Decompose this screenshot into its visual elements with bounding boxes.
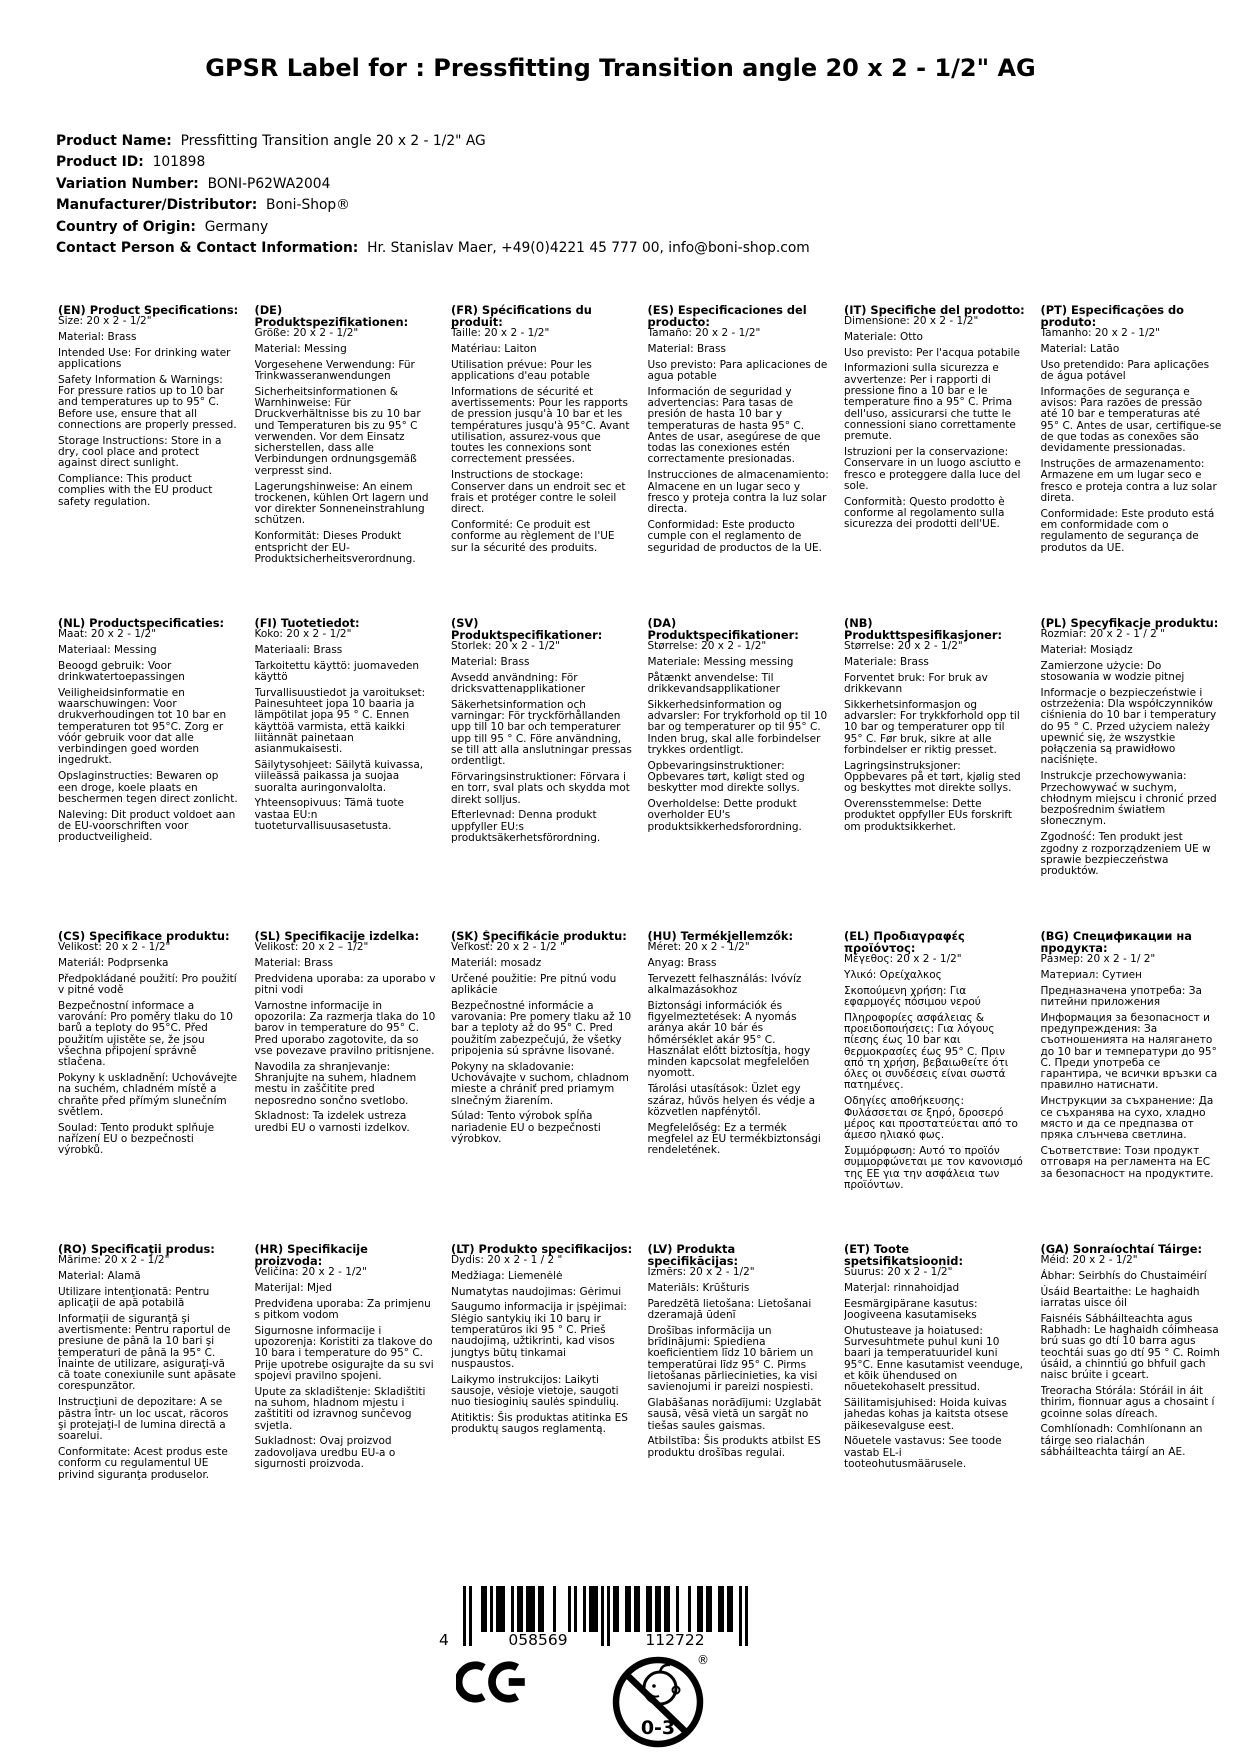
section-paragraph: Lagringsinstruksjoner: Oppbevares på et tørt, kjølig sted og beskyttes mot direkte sollys. — [844, 759, 1021, 795]
age-warning-0-3-icon — [610, 1650, 710, 1750]
section-paragraph: Forventet bruk: For bruk av drikkevann — [844, 671, 988, 695]
section-paragraph: Treoracha Stórála: Stóráil in áit thirim, fionnuar agus a chosaint í gcoinne solas díreach. — [1040, 1384, 1215, 1420]
language-section-pl — [1041, 617, 1223, 930]
section-paragraph: Predvidena uporaba: za uporabo v pitni vodi — [254, 972, 436, 996]
section-paragraph: Sukladnost: Ovaj proizvod zadovoljava uredbu EU-a o sigurnosti proizvoda. — [254, 1435, 396, 1470]
section-paragraph: Zamierzone użycie: Do stosowania w wodzie pitnej — [1040, 659, 1185, 683]
section-paragraph: Glabāšanas norādījumi: Uzglabāt sausā, vēsā vietā un sargāt no tiešas saules gaismas. — [647, 1396, 822, 1432]
section-paragraph: Dydis: 20 x 2 - 1 / 2 " — [451, 1254, 563, 1266]
section-paragraph: Informações de segurança e avisos: Para razões de pressão até 10 bar e temperaturas até 95° C. Antes de usar, certifique-se de que todas as conexões são devidamente pressionadas. — [1040, 385, 1222, 455]
section-paragraph: Materiale: Otto — [844, 330, 923, 343]
product-info-row — [56, 152, 810, 173]
product-info-label: Country of Origin: — [56, 218, 196, 235]
section-paragraph: Veličina: 20 x 2 - 1/2" — [254, 1266, 367, 1278]
language-section-bg — [1041, 930, 1223, 1243]
section-header: (EL) Προδιαγραφές προϊόντος: — [844, 930, 965, 955]
age-warning-label: 0-3 — [640, 1717, 676, 1739]
product-info-row — [56, 131, 810, 152]
section-paragraph: Beoogd gebruik: Voor drinkwatertoepassingen — [58, 659, 185, 683]
section-paragraph: Ohutusteave ja hoiatused: Survesuhtmete puhul kuni 10 baari ja temperatuuridel kuni 95°C. Enne kasutamist veenduge, et kõik ühendused on nõuetekohaselt pressitud. — [844, 1324, 1024, 1394]
section-paragraph: Anyag: Brass — [647, 956, 717, 969]
language-section-nl — [58, 617, 240, 930]
section-header: (HR) Specifikacije proizvoda: — [254, 1243, 368, 1268]
section-paragraph: Säilytysohjeet: Säilytä kuivassa, viileässä paikassa ja suojaa suoralta auringonvalolta. — [254, 758, 424, 794]
language-section-fi — [255, 617, 437, 930]
section-paragraph: Maat: 20 x 2 - 1/2" — [58, 628, 157, 640]
section-header: (ES) Especificaciones del producto: — [647, 304, 807, 329]
section-header: (LV) Produkta specifikācijas: — [647, 1243, 739, 1268]
section-paragraph: Soulad: Tento produkt splňuje nařízení EU o bezpečnosti výrobků. — [58, 1121, 215, 1157]
section-paragraph: Eesmärgipärane kasutus: Joogiveena kasutamiseks — [844, 1297, 978, 1321]
section-paragraph: Rozmiar: 20 x 2 - 1 / 2 " — [1040, 628, 1165, 640]
section-paragraph: Materiāls: Krūšturis — [647, 1281, 750, 1294]
section-header: (NL) Productspecificaties: — [58, 617, 225, 630]
section-header: (NB) Produkttspesifikasjoner: — [844, 617, 1003, 642]
barcode-left-digits: 058569 — [508, 1631, 568, 1649]
section-paragraph: Materjal: rinnahoidjad — [844, 1281, 960, 1294]
section-paragraph: Información de seguridad y advertencias: Para tasas de presión de hasta 10 bar y temperaturas de hasta 95° C. Antes de usar, asegúrese de que todas las conexiones estén correctamente presionadas. — [647, 385, 821, 466]
section-paragraph: Drošības informācija un brīdinājumi: Spiediena koeficientiem līdz 10 bāriem un temperatūrai līdz 95° C. Pirms lietošanas pārliecinieties, ka visi savienojumi ir pareizi nospiesti. — [647, 1324, 818, 1394]
language-section-pt — [1041, 304, 1223, 617]
section-paragraph: Varnostne informacije in opozorila: Za razmerja tlaka do 10 barov in temperature do 95° C. Pred uporabo zagotovite, da so vse povezave pravilno pritisnjene. — [254, 999, 436, 1057]
section-paragraph: Sikkerhedsinformation og advarsler: For trykforhold op til 10 bar og temperaturer op til 95° C. Inden brug, skal alle forbindelser trykkes ordentligt. — [647, 698, 828, 756]
section-paragraph: Uso previsto: Per l'acqua potabile — [844, 346, 1020, 359]
language-section-hr — [255, 1243, 437, 1556]
section-paragraph: Instructions de stockage: Conserver dans un endroit sec et frais et protéger contre le soleil direct. — [451, 469, 626, 516]
section-paragraph: Πληροφορίες ασφάλειας & προειδοποιήσεις: Για λόγους πίεσης έως 10 bar και θερμοκρασίες έως 95° C. Πριν από τη χρήση, βεβαιωθείτε ότι όλες οι συνδέσεις είναι σωστά πατημένες. — [844, 1011, 1009, 1092]
section-paragraph: Μέγεθος: 20 x 2 - 1/2" — [844, 953, 962, 965]
section-paragraph: Materiale: Messing messing — [647, 655, 794, 668]
section-paragraph: Material: Brass — [254, 956, 333, 969]
section-paragraph: Laikymo instrukcijos: Laikyti sausoje, vėsioje vietoje, saugoti nuo tiesioginių saulės spindulių. — [451, 1373, 620, 1409]
section-paragraph: Faisnéis Sábháilteachta agus Rabhadh: Le haghaidh cóimheasa brú suas go dtí 10 barra agus teochtái suas go dtí 95 ° C. Roimh úsáid, a chinntiú go bhfuil gach naisc brúite i gceart. — [1040, 1312, 1220, 1382]
section-paragraph: Velikost: 20 x 2 – 1/2" — [254, 941, 369, 953]
section-paragraph: Tamaño: 20 x 2 - 1/2" — [647, 327, 761, 339]
section-paragraph: Méid: 20 x 2 - 1/2" — [1040, 1254, 1138, 1266]
section-paragraph: Compliance: This product complies with the EU product safety regulation. — [58, 473, 213, 508]
section-paragraph: Информация за безопасност и предупреждения: За съотношенията на налягането до 10 bar и температури до 95° C. Преди употреба се гарантира, че всички връзки са правилно натиснати. — [1040, 1011, 1218, 1092]
section-paragraph: Avsedd användning: För dricksvattenapplikationer — [451, 671, 586, 695]
section-paragraph: Materiale: Brass — [844, 655, 929, 668]
section-paragraph: Påtænkt anvendelse: Til drikkevandsapplikationer — [647, 671, 780, 695]
language-section-el — [844, 930, 1026, 1243]
section-paragraph: Biztonsági információk és figyelmeztetések: A nyomás aránya akár 10 bár és hőmérséklet akár 95° C. Használat előtt biztosítja, hogy minden kapcsolat megfelelően nyomott. — [647, 999, 811, 1080]
section-paragraph: Koko: 20 x 2 - 1/2" — [254, 628, 352, 640]
language-section-et — [844, 1243, 1026, 1556]
product-info-label: Manufacturer/Distributor: — [56, 197, 258, 214]
section-paragraph: Informacje o bezpieczeństwie i ostrzeżenia: Dla współczynników ciśnienia do 10 bar i temperatury do 95 ° C. Przed użyciem należy upewnić się, że wszystkie połączenia są prawidłowo naciśnięte. — [1040, 686, 1217, 767]
product-info-value: Germany — [204, 218, 269, 235]
section-paragraph: Navodila za shranjevanje: Shranjujte na suhem, hladnem mestu in zaščitite pred neposredno sončno svetlobo. — [254, 1060, 417, 1107]
section-paragraph: Pokyny k uskladnění: Uchovávejte na suchém, chladném místě a chraňte před přímým slunečním světlem. — [58, 1071, 238, 1118]
section-paragraph: Utilizare intenţionată: Pentru aplicaţii de apă potabilă — [58, 1285, 210, 1309]
section-paragraph: Tarkoitettu käyttö: juomaveden käyttö — [254, 659, 419, 683]
product-info-label: Contact Person & Contact Information: — [56, 240, 359, 257]
section-paragraph: Tárolási utasítások: Üzlet egy száraz, hűvös helyen és védje a közvetlen napfénytől. — [647, 1083, 816, 1118]
product-info-row — [56, 217, 810, 238]
section-paragraph: Velikost: 20 x 2 - 1/2" — [58, 941, 171, 953]
section-paragraph: Materiaal: Messing — [58, 643, 157, 656]
product-info-value: Pressfitting Transition angle 20 x 2 - 1/2" AG — [180, 133, 486, 149]
section-paragraph: Materiał: Mosiądz — [1040, 643, 1133, 656]
section-paragraph: Conformità: Questo prodotto è conforme al regolamento sulla sicurezza dei prodotti dell'UE. — [844, 495, 1005, 531]
section-header: (RO) Specificaţii produs: — [58, 1243, 215, 1256]
section-paragraph: Mărime: 20 x 2 - 1/2" — [58, 1254, 170, 1266]
section-paragraph: Lagerungshinweise: An einem trockenen, kühlen Ort lagern und vor direkter Sonneneinstrahlung schützen. — [254, 480, 429, 527]
section-paragraph: Comhlíonadh: Comhlíonann an táirge seo rialachán sábháilteachta táirgí an AE. — [1040, 1423, 1203, 1458]
language-section-en — [58, 304, 240, 617]
language-section-ro — [58, 1243, 240, 1556]
product-info-row — [56, 174, 810, 195]
section-paragraph: Turvallisuustiedot ja varoitukset: Painesuhteet jopa 10 baaria ja lämpötilat jopa 95 ° C. Ennen käyttöä varmista, että kaikki liitännät painetaan asianmukaisesti. — [254, 686, 426, 756]
section-paragraph: Informations de sécurité et avertissements: Pour les rapports de pression jusqu'à 10 bar et les températures jusqu'à 95°C. Avant utilisation, assurez-vous que toutes les connexions sont correctement pressées. — [451, 385, 630, 466]
section-header: (LT) Produkto specifikacijos: — [451, 1243, 633, 1256]
barcode-right-digits: 112722 — [645, 1631, 705, 1649]
section-paragraph: Material: Alamă — [58, 1269, 141, 1282]
product-info-label: Product Name: — [56, 133, 172, 149]
section-paragraph: Bezpečnostné informácie a varovania: Pre pomery tlaku až 10 bar a teploty až do 95° C. Pred použitím zabezpečujú, že všetky pripojenia sú správne lisované. — [451, 999, 632, 1057]
product-info-label: Product ID: — [56, 154, 144, 171]
section-paragraph: Izmērs: 20 x 2 - 1/2" — [647, 1266, 755, 1278]
section-paragraph: Intended Use: For drinking water applications — [58, 346, 231, 370]
section-paragraph: Съответствие: Този продукт отговаря на регламента на ЕС за безопасност на продуктите. — [1040, 1144, 1214, 1180]
section-paragraph: Matériau: Laiton — [451, 342, 537, 355]
section-paragraph: Bezpečnostní informace a varování: Pro poměry tlaku do 10 barů a teploty do 95°C. Před použitím ujistěte se, že jsou všechna připojení správně stlačena. — [58, 999, 233, 1069]
section-header: (BG) Спецификации на продукта: — [1040, 930, 1192, 955]
product-info-label: Variation Number: — [56, 175, 199, 192]
section-header: (SV) Produktspecifikationer: — [451, 617, 603, 642]
section-header: (DE) Produktspezifikationen: — [254, 304, 409, 329]
section-paragraph: Nõuetele vastavus: See toode vastab EL-i tooteohutusmäärusele. — [844, 1435, 1002, 1470]
section-header: (FI) Tuotetiedot: — [254, 617, 360, 630]
section-paragraph: Úsáid Beartaithe: Le haghaidh iarratas uisce óil — [1040, 1285, 1200, 1309]
section-paragraph: Material: Messing — [254, 342, 347, 355]
section-paragraph: Saugumo informacija ir įspėjimai: Slėgio santykių iki 10 barų ir temperatūros iki 95 ° C. Prieš naudojimą, užtikrinti, kad visos jungtys būtų tinkamai nuspaustos. — [451, 1301, 627, 1370]
section-paragraph: Konformität: Dieses Produkt entspricht der EU-Produktsicherheitsverordnung. — [254, 530, 416, 565]
section-paragraph: Istruzioni per la conservazione: Conservare in un luogo asciutto e fresco e proteggere dalla luce del sole. — [844, 445, 1021, 492]
section-paragraph: Storage Instructions: Store in a dry, cool place and protect against direct sunlight. — [58, 434, 222, 470]
registered-mark: ® — [697, 1653, 709, 1667]
section-paragraph: Atbilstība: Šis produkts atbilst ES produktu drošības regulai. — [647, 1435, 821, 1459]
section-paragraph: Σκοπούμενη χρήση: Για εφαρμογές πόσιμου νερού — [844, 984, 981, 1008]
section-paragraph: Материал: Сутиен — [1040, 968, 1142, 981]
section-paragraph: Material: Brass — [58, 330, 137, 343]
section-paragraph: Naleving: Dit product voldoet aan de EU-voorschriften voor productveiligheid. — [58, 808, 236, 844]
section-paragraph: Instrucciones de almacenamiento: Almacene en un lugar seco y fresco y proteja contra la luz solar directa. — [647, 469, 829, 516]
section-paragraph: Skladnost: Ta izdelek ustreza uredbi EU o varnosti izdelkov. — [254, 1110, 410, 1134]
section-paragraph: Overholdelse: Dette produkt overholder EU's produktsikkerhedsforordning. — [647, 798, 802, 833]
language-section-de — [255, 304, 437, 617]
section-paragraph: Taille: 20 x 2 - 1/2" — [451, 327, 550, 339]
section-paragraph: Megfelelőség: Ez a termék megfelel az EU termékbiztonsági rendeletének. — [647, 1121, 821, 1157]
section-paragraph: Materiál: mosadz — [451, 956, 542, 969]
section-header: (IT) Specifiche del prodotto: — [844, 304, 1025, 317]
language-section-es — [648, 304, 830, 617]
barcode-leading-digit: 4 — [439, 1631, 449, 1649]
section-paragraph: Größe: 20 x 2 - 1/2" — [254, 327, 359, 339]
section-paragraph: Vorgesehene Verwendung: Für Trinkwasseranwendungen — [254, 358, 415, 382]
product-info-row — [56, 195, 810, 216]
section-paragraph: Numatytas naudojimas: Gėrimui — [451, 1285, 622, 1298]
section-paragraph: Conformitate: Acest produs este conform cu regulamentul UE privind siguranţa produselor. — [58, 1445, 228, 1481]
section-paragraph: Størrelse: 20 x 2 - 1/2" — [647, 640, 767, 652]
section-paragraph: Förvaringsinstruktioner: Förvara i en torr, sval plats och skydda mot direkt solljus. — [451, 770, 630, 806]
language-section-it — [844, 304, 1026, 617]
section-paragraph: Tamanho: 20 x 2 - 1/2" — [1040, 327, 1161, 339]
section-paragraph: Säilitamisjuhised: Hoida kuivas jahedas kohas ja kaitsta otsese päikesevalguse eest. — [844, 1396, 1009, 1432]
section-paragraph: Size: 20 x 2 - 1/2" — [58, 315, 152, 327]
section-header: (DA) Produktspecifikationer: — [647, 617, 799, 642]
section-paragraph: Atitiktis: Šis produktas atitinka ES produktų saugos reglamentą. — [451, 1412, 628, 1436]
product-info-block — [56, 131, 810, 259]
section-paragraph: Upute za skladištenje: Skladištiti na suhom, hladnom mjestu i zaštititi od izravnog sunčevog svjetla. — [254, 1385, 426, 1432]
language-section-sl — [255, 930, 437, 1243]
section-paragraph: Predviđena uporaba: Za primjenu s pitkom vodom — [254, 1297, 431, 1321]
section-paragraph: Materijal: Mjed — [254, 1281, 333, 1294]
section-paragraph: Paredzētā lietošana: Lietošanai dzeramajā ūdenī — [647, 1297, 812, 1321]
language-section-ga — [1041, 1243, 1223, 1556]
section-paragraph: Materiaali: Brass — [254, 643, 343, 656]
language-section-hu — [648, 930, 830, 1243]
section-paragraph: Informazioni sulla sicurezza e avvertenze: Per i rapporti di pressione fino a 10 bar e le temperature fino a 95° C. Prima dell'uso, assicurarsi che tutte le connessioni siano correttamente premute. — [844, 362, 1016, 443]
section-paragraph: Sikkerhetsinformasjon og advarsler: For trykkforhold opp til 10 bar og temperaturer opp til 95° C. Før bruk, sikre at alle forbindelser er riktig presset. — [844, 698, 1020, 756]
section-header: (SK) Špecifikácie produktu: — [451, 930, 627, 943]
section-paragraph: Instrucţiuni de depozitare: A se păstra într- un loc uscat, răcoros şi protejaţi-l de lumina directă a soarelui. — [58, 1396, 229, 1443]
product-info-value: BONI-P62WA2004 — [207, 175, 331, 192]
section-paragraph: Storlek: 20 x 2 - 1/2" — [451, 640, 560, 652]
section-paragraph: Tervezett felhasználás: Ivóvíz alkalmazásokhoz — [647, 972, 802, 996]
section-paragraph: Opbevaringsinstruktioner: Opbevares tørt, køligt sted og beskytter mod direkte sollys. — [647, 759, 805, 795]
section-paragraph: Utilisation prévue: Pour les applications d'eau potable — [451, 358, 592, 382]
section-paragraph: Yhteensopivuus: Tämä tuote vastaa EU:n tuoteturvallisuusasetusta. — [254, 797, 405, 832]
language-section-lt — [451, 1243, 633, 1556]
section-paragraph: Veiligheidsinformatie en waarschuwingen: Voor drukverhoudingen tot 10 bar en temperaturen tot 95°C. Zorg er vóór gebruik voor dat alle verbindingen goed worden ingedrukt. — [58, 686, 227, 767]
section-paragraph: Инструкции за съхранение: Да се съхранява на сухо, хладно място и да се предпазва от пряка слънчева светлина. — [1040, 1095, 1214, 1142]
page-title: GPSR Label for : Pressfitting Transition angle 20 x 2 - 1/2" AG — [205, 54, 1036, 82]
product-info-value: 101898 — [152, 154, 206, 171]
language-section-da — [648, 617, 830, 930]
section-paragraph: Suurus: 20 x 2 - 1/2" — [844, 1266, 953, 1278]
product-info-value: Hr. Stanislav Maer, +49(0)4221 45 777 00, info@boni-shop.com — [367, 240, 810, 257]
language-section-fr — [451, 304, 633, 617]
section-paragraph: Υλικό: Ορείχαλκος — [844, 968, 942, 981]
section-header: (ET) Toote spetsifikatsioonid: — [844, 1243, 963, 1268]
section-paragraph: Materiál: Podprsenka — [58, 956, 169, 969]
section-header: (HU) Termékjellemzők: — [647, 930, 794, 943]
section-paragraph: Safety Information & Warnings: For pressure ratios up to 10 bar and temperatures up to 95° C. Before use, ensure that all connections are properly pressed. — [58, 373, 237, 431]
section-paragraph: Συμμόρφωση: Αυτό το προϊόν συμμορφώνεται με τον κανονισμό της ΕΕ για την ασφάλεια των προϊόντων. — [844, 1144, 1023, 1191]
section-header: (SL) Specifikacije izdelka: — [254, 930, 420, 943]
product-info-value: Boni-Shop® — [266, 197, 350, 214]
section-paragraph: Méret: 20 x 2 - 1/2" — [647, 941, 750, 953]
section-paragraph: Material: Brass — [451, 655, 530, 668]
section-paragraph: Ábhar: Seirbhís do Chustaiméirí — [1040, 1269, 1207, 1282]
section-paragraph: Størrelse: 20 x 2 - 1/2" — [844, 640, 963, 652]
section-paragraph: Efterlevnad: Denna produkt uppfyller EU:s produktsäkerhetsförordning. — [451, 809, 601, 844]
section-paragraph: Sicherheitsinformationen & Warnhinweise: Für Druckverhältnisse bis zu 10 bar und Temperaturen bis zu 95° C verwenden. Vor dem Einsatz sicherstellen, dass alle Verbindungen ordnungsgemäß verpresst sind. — [254, 385, 421, 477]
section-paragraph: Uso previsto: Para aplicaciones de agua potable — [647, 358, 828, 382]
language-section-nb — [844, 617, 1026, 930]
section-paragraph: Предназначена употреба: За питейни приложения — [1040, 984, 1202, 1008]
section-paragraph: Размер: 20 x 2 - 1/ 2" — [1040, 953, 1156, 965]
product-info-row — [56, 238, 810, 259]
section-paragraph: Conformité: Ce produit est conforme au règlement de l'UE sur la sécurité des produits. — [451, 518, 615, 554]
ean-barcode — [440, 1586, 748, 1648]
section-paragraph: Informaţii de siguranţă şi avertismente: Pentru raportul de presiune de până la 10 bari şi temperaturi de până la 95° C. Înainte de utilizare, asiguraţi-vă că toate conexiunile sunt apăsate corespunzător. — [58, 1312, 236, 1393]
section-header: (GA) Sonraíochtaí Táirge: — [1040, 1243, 1203, 1256]
section-header: (CS) Specifikace produktu: — [58, 930, 230, 943]
section-paragraph: Předpokládané použití: Pro použití v pitné vodě — [58, 972, 237, 996]
section-header: (FR) Spécifications du produit: — [451, 304, 592, 329]
section-header: (PL) Specyfikacje produktu: — [1040, 617, 1219, 630]
section-paragraph: Zgodność: Ten produkt jest zgodny z rozporządzeniem UE w sprawie bezpieczeństwa produktów. — [1040, 831, 1211, 878]
section-paragraph: Opslaginstructies: Bewaren op een droge, koele plaats en beschermen tegen direct zonlicht. — [58, 770, 238, 805]
section-paragraph: Material: Latão — [1040, 342, 1120, 355]
section-paragraph: Uso pretendido: Para aplicações de água potável — [1040, 358, 1210, 382]
section-paragraph: Pokyny na skladovanie: Uchovávajte v suchom, chladnom mieste a chrániť pred priamym slnečným žiarením. — [451, 1060, 629, 1107]
section-paragraph: Veľkosť: 20 x 2 - 1/2 " — [451, 941, 565, 953]
language-section-sv — [451, 617, 633, 930]
language-section-lv — [648, 1243, 830, 1556]
section-paragraph: Säkerhetsinformation och varningar: För tryckförhållanden upp till 10 bar och temperaturer upp till 95 ° C. Före användning, se till att alla anslutningar pressas ordentligt. — [451, 698, 632, 768]
language-section-sk — [451, 930, 633, 1243]
section-paragraph: Overensstemmelse: Dette produktet oppfyller EUs forskrift om produktsikkerhet. — [844, 798, 1013, 833]
section-paragraph: Sigurnosne informacije i upozorenja: Koristiti za tlakove do 10 bara i temperature do 95° C. Prije upotrebe osigurajte da su svi spojevi pravilno spojeni. — [254, 1324, 434, 1382]
section-paragraph: Material: Brass — [647, 342, 726, 355]
ce-mark-icon — [456, 1658, 528, 1706]
language-sections-grid — [58, 304, 1222, 1556]
section-paragraph: Medžiaga: Liemenėlė — [451, 1269, 563, 1282]
section-paragraph: Conformidade: Este produto está em conformidade com o regulamento de segurança de produtos da UE. — [1040, 507, 1215, 554]
section-paragraph: Súlad: Tento výrobok spĺňa nariadenie EU o bezpečnosti výrobkov. — [451, 1110, 601, 1145]
section-paragraph: Οδηγίες αποθήκευσης: Φυλάσσεται σε ξηρό, δροσερό μέρος και προστατεύεται από το άμεσο ηλιακό φως. — [844, 1095, 1018, 1142]
section-paragraph: Conformidad: Este producto cumple con el reglamento de seguridad de productos de la UE. — [647, 518, 822, 554]
section-paragraph: Instruções de armazenamento: Armazene em um lugar seco e fresco e proteja contra a luz solar direta. — [1040, 457, 1217, 504]
section-header: (EN) Product Specifications: — [58, 304, 239, 317]
section-paragraph: Instrukcje przechowywania: Przechowywać w suchym, chłodnym miejscu i chronić przed bezpośrednim światłem słonecznym. — [1040, 770, 1217, 828]
section-paragraph: Určené použitie: Pre pitnú vodu aplikácie — [451, 972, 617, 996]
language-section-cs — [58, 930, 240, 1243]
section-header: (PT) Especificações do produto: — [1040, 304, 1185, 329]
section-paragraph: Dimensione: 20 x 2 - 1/2" — [844, 315, 979, 327]
